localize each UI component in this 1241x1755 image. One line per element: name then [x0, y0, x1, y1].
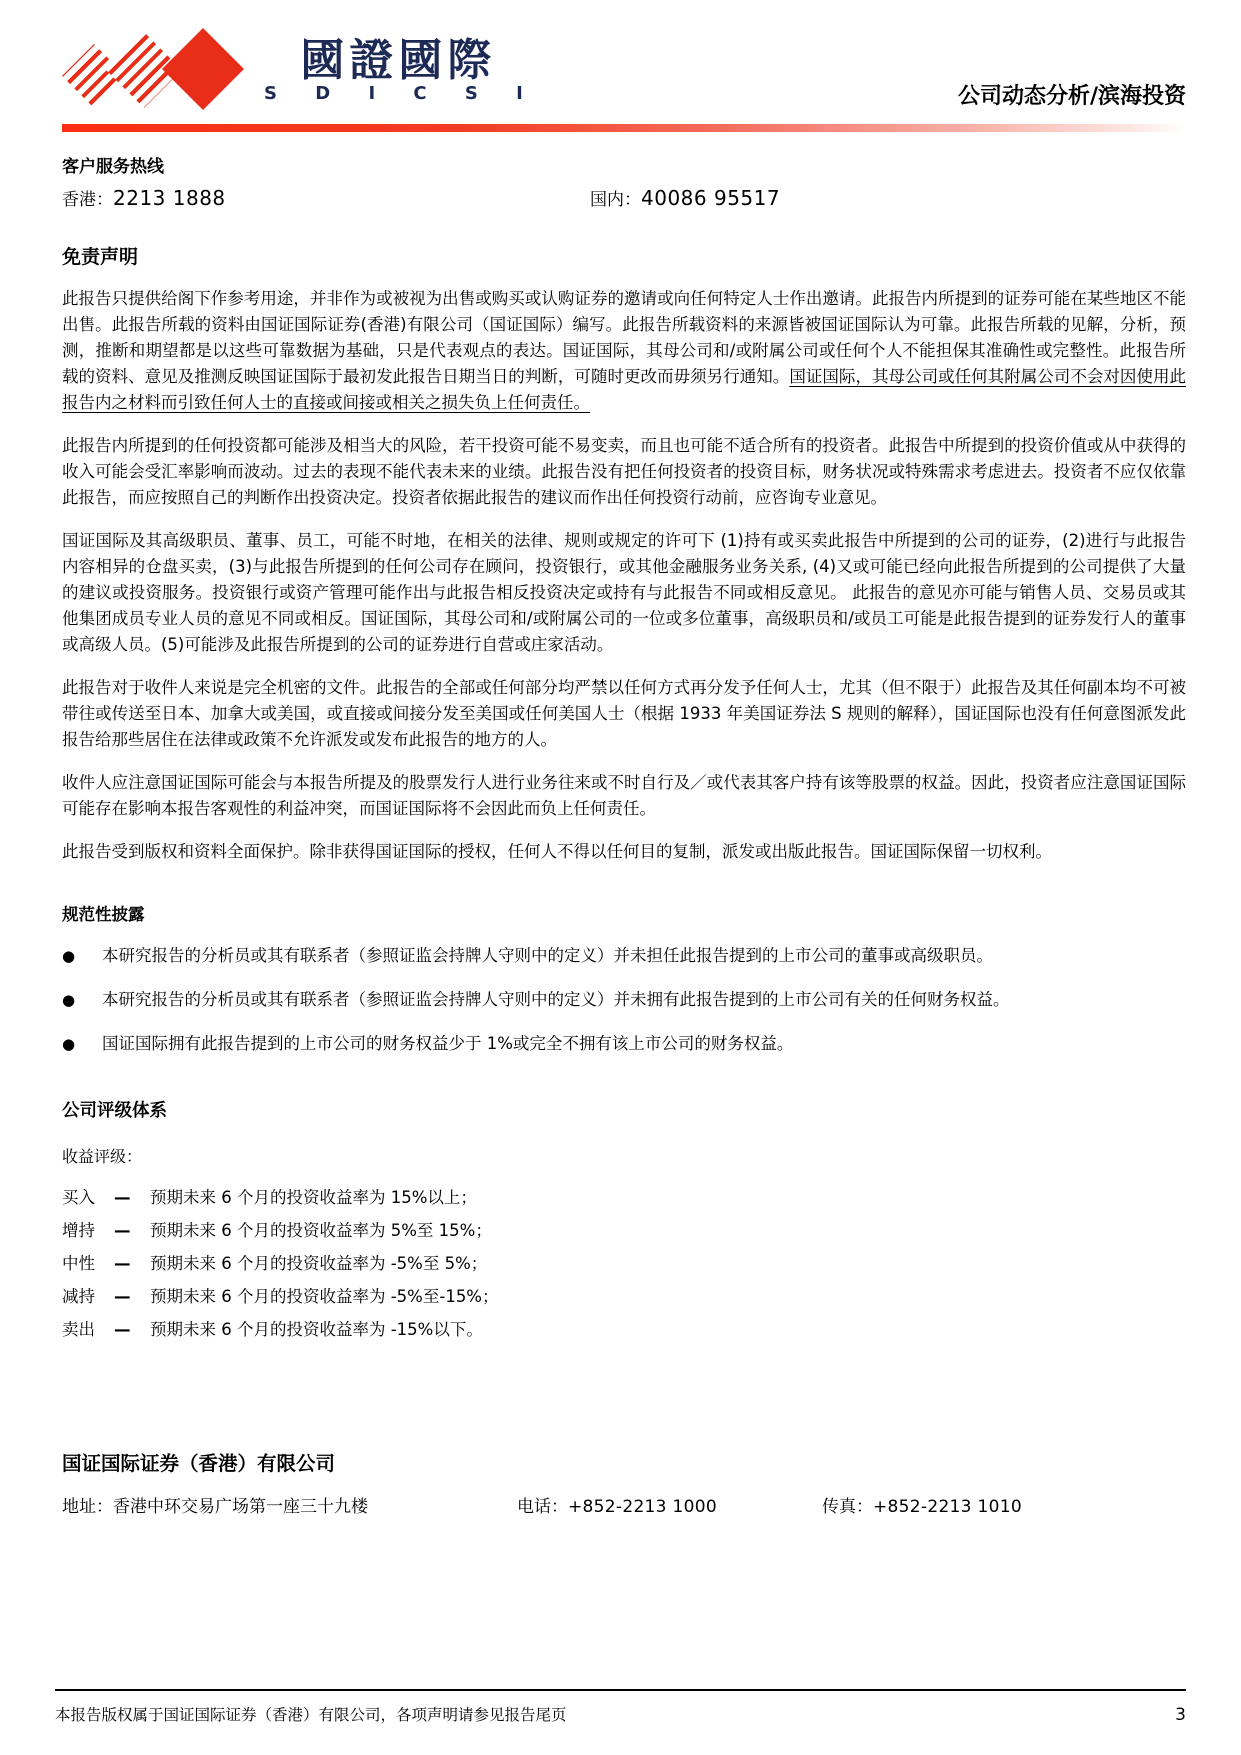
disclaimer-paragraph-5: 收件人应注意国证国际可能会与本报告所提及的股票发行人进行业务往来或不时自行及／或代表其客户持有该等股票的权益。因此，投资者应注意国证国际可能存在影响本报告客观性的利益冲突，而国证国际将不会因此而负上任何责任。	[62, 773, 1186, 818]
rating-row-neutral	[62, 1247, 1186, 1280]
brand-wordmark	[258, 35, 539, 104]
dash-separator: —	[114, 1221, 131, 1240]
rating-label: 增持	[62, 1221, 95, 1240]
fax-label: 传真：	[822, 1497, 873, 1517]
company-logo	[62, 26, 539, 116]
rating-section-title: 公司评级体系	[62, 1101, 167, 1121]
disclaimer-paragraph-1-main: 此报告只提供给阁下作参考用途，并非作为或被视为出售或购买或认购证券的邀请或向任何特定人士作出邀请。此报告内所提到的证券可能在某些地区不能出售。此报告所载的资料由国证国际证券(香港)有限公司（国证国际）编写。此报告所载资料的来源皆被国证国际认为可靠。此报告所载的见解，分析，预测，推断和期望都是以这些可靠数据为基础，只是代表观点的表达。国证国际，其母公司和/或附属公司或任何个人不能担保其准确性或完整性。此报告所载的资料、意见及推测反映国证国际于最初发此报告日期当日的判断，可随时更改而毋须另行通知。	[62, 289, 1186, 386]
rating-description: 预期未来 6 个月的投资收益率为 -5%至 5%；	[150, 1254, 488, 1273]
hotline-hk-number: 2213 1888	[113, 186, 226, 210]
rating-row-overweight	[62, 1214, 1186, 1247]
rating-description: 预期未来 6 个月的投资收益率为 15%以上；	[150, 1188, 477, 1207]
rating-description: 预期未来 6 个月的投资收益率为 -5%至-15%；	[150, 1287, 499, 1306]
rating-description: 预期未来 6 个月的投资收益率为 5%至 15%；	[150, 1221, 492, 1240]
dash-separator: —	[114, 1287, 131, 1306]
rating-list	[62, 1181, 1186, 1346]
address-label: 地址：	[62, 1497, 113, 1517]
hotline-section-title: 客户服务热线	[62, 157, 164, 177]
disclosure-item	[62, 943, 1186, 969]
rating-label: 中性	[62, 1254, 95, 1273]
dash-separator: —	[114, 1320, 131, 1339]
rating-description: 预期未来 6 个月的投资收益率为 -15%以下。	[150, 1320, 483, 1339]
page-header	[62, 26, 1186, 116]
bullet-icon: ●	[62, 1035, 76, 1053]
header-divider-rule	[62, 124, 1186, 132]
brand-name-english: S D I C S I	[264, 83, 539, 104]
disclaimer-section-title: 免责声明	[62, 246, 139, 268]
disclosure-item	[62, 987, 1186, 1013]
disclaimer-paragraph-1	[62, 286, 1186, 416]
company-info-block	[62, 1448, 1186, 1517]
brand-name-chinese: 國證國際	[300, 35, 497, 86]
disclosure-item	[62, 1031, 1186, 1057]
dash-separator: —	[114, 1254, 131, 1273]
hotline-cn-number: 40086 95517	[641, 186, 781, 210]
fax-value: +852-2213 1010	[873, 1497, 1022, 1517]
hotline-mainland	[590, 185, 780, 210]
rating-row-sell	[62, 1313, 1186, 1346]
disclaimer-paragraph-6: 此报告受到版权和资料全面保护。除非获得国证国际的授权，任何人不得以任何目的复制，派发或出版此报告。国证国际保留一切权利。	[62, 842, 1052, 861]
report-type-title: 公司动态分析/滨海投资	[957, 84, 1186, 109]
address-value: 香港中环交易广场第一座三十九楼	[113, 1497, 368, 1517]
bullet-icon: ●	[62, 991, 76, 1009]
company-name: 国证国际证券（香港）有限公司	[62, 1452, 336, 1475]
page-number: 3	[1175, 1705, 1186, 1725]
rating-label: 减持	[62, 1287, 95, 1306]
rating-subtitle: 收益评级：	[62, 1147, 143, 1166]
brand-diamonds-icon	[62, 26, 244, 116]
hotline-numbers-row	[62, 185, 1186, 210]
bullet-icon: ●	[62, 947, 76, 965]
company-fax	[822, 1492, 1022, 1517]
rating-label: 卖出	[62, 1320, 95, 1339]
disclosure-item-text: 国证国际拥有此报告提到的上市公司的财务权益少于 1%或完全不拥有该上市公司的财务权益。	[102, 1034, 794, 1053]
disclosure-item-text: 本研究报告的分析员或其有联系者（参照证监会持牌人守则中的定义）并未担任此报告提到的上市公司的董事或高级职员。	[102, 946, 993, 965]
disclaimer-paragraph-1-underlined: 国证国际，其母公司或任何其附属公司不会对因使用此报告内之材料而引致任何人士的直接或间接或相关之损失负上任何责任。	[62, 367, 1187, 412]
hotline-hongkong	[62, 185, 590, 210]
disclaimer-paragraph-4: 此报告对于收件人来说是完全机密的文件。此报告的全部或任何部分均严禁以任何方式再分发予任何人士，尤其（但不限于）此报告及其任何副本均不可被带往或传送至日本、加拿大或美国，或直接或间接分发至美国或任何美国人士（根据 1933 年美国证券法 S 规则的解释），国证国际也没有任何意图派发此报告给那些居住在法律或政策不允许派发或发布此报告的地方的人。	[62, 678, 1186, 749]
rating-label: 买入	[62, 1188, 95, 1207]
page-footer	[55, 1689, 1186, 1725]
company-address	[62, 1492, 517, 1517]
phone-label: 电话：	[517, 1497, 568, 1517]
hotline-hk-label: 香港：	[62, 190, 113, 210]
rating-row-buy	[62, 1181, 1186, 1214]
rating-row-underweight	[62, 1280, 1186, 1313]
disclaimer-paragraph-3: 国证国际及其高级职员、董事、员工，可能不时地，在相关的法律、规则或规定的许可下 (1)持有或买卖此报告中所提到的公司的证券，(2)进行与此报告内容相异的仓盘买卖，(3)与此报告所提到的任何公司存在顾问，投资银行，或其他金融服务业务关系, (4)又或可能已经向此报告所提到的公司提供了大量的建议或投资服务。投资银行或资产管理可能作出与此报告相反投资决定或持有与此报告不同或相反意见。 此报告的意见亦可能与销售人员、交易员或其他集团成员专业人员的意见不同或相反。国证国际，其母公司和/或附属公司的一位或多位董事，高级职员和/或员工可能是此报告提到的证券发行人的董事或高级人员。(5)可能涉及此报告所提到的公司的证券进行自营或庄家活动。	[62, 531, 1186, 654]
company-contact-row	[62, 1492, 1186, 1517]
disclosure-item-text: 本研究报告的分析员或其有联系者（参照证监会持牌人守则中的定义）并未拥有此报告提到的上市公司有关的任何财务权益。	[102, 990, 1010, 1009]
phone-value: +852-2213 1000	[568, 1497, 717, 1517]
copyright-notice: 本报告版权属于国证国际证券（香港）有限公司，各项声明请参见报告尾页	[55, 1706, 567, 1724]
dash-separator: —	[114, 1188, 131, 1207]
solid-diamond-icon	[162, 28, 244, 110]
disclosure-section-title: 规范性披露	[62, 905, 145, 924]
company-phone	[517, 1492, 822, 1517]
disclaimer-paragraph-2: 此报告内所提到的任何投资都可能涉及相当大的风险，若干投资可能不易变卖，而且也可能不适合所有的投资者。此报告中所提到的投资价值或从中获得的收入可能会受汇率影响而波动。过去的表现不能代表未来的业绩。此报告没有把任何投资者的投资目标，财务状况或特殊需求考虑进去。投资者不应仅依靠此报告，而应按照自己的判断作出投资决定。投资者依据此报告的建议而作出任何投资行动前，应咨询专业意见。	[62, 436, 1186, 507]
hotline-cn-label: 国内：	[590, 190, 641, 210]
